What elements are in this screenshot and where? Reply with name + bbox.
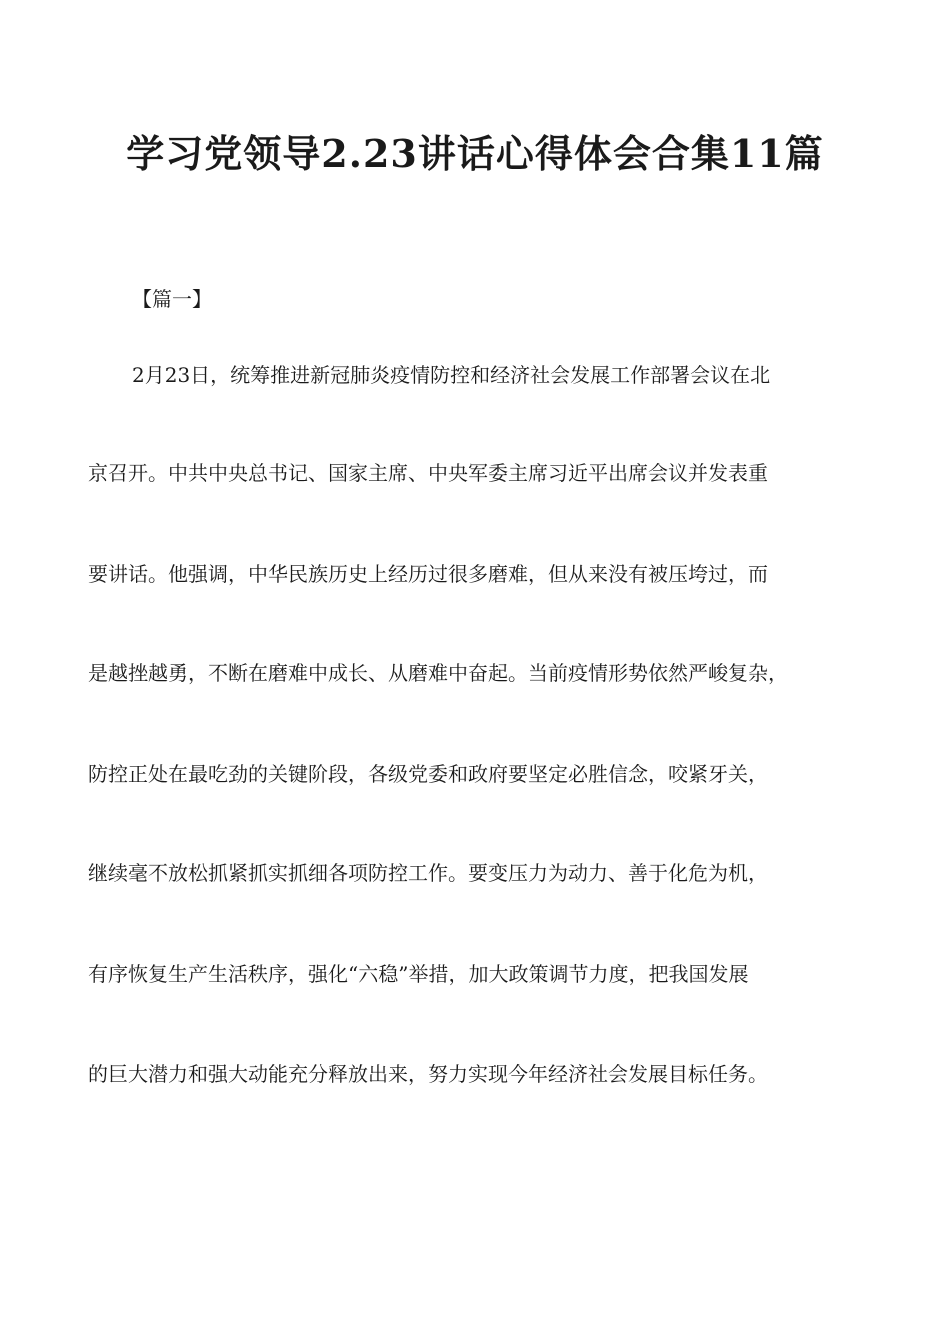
section-heading: 【篇一】 [132,287,212,311]
paragraph-line: 要讲话。他强调，中华民族历史上经历过很多磨难，但从来没有被压垮过，而 [88,562,768,586]
paragraph-line: 2月23日，统筹推进新冠肺炎疫情防控和经济社会发展工作部署会议在北 [132,363,771,387]
paragraph-line: 是越挫越勇，不断在磨难中成长、从磨难中奋起。当前疫情形势依然严峻复杂， [88,661,788,685]
document-title: 学习党领导2.23讲话心得体会合集11篇 [126,131,824,176]
paragraph-line: 的巨大潜力和强大动能充分释放出来，努力实现今年经济社会发展目标任务。 [88,1062,768,1086]
paragraph-line: 继续毫不放松抓紧抓实抓细各项防控工作。要变压力为动力、善于化危为机， [88,861,768,885]
paragraph-line: 京召开。中共中央总书记、国家主席、中央军委主席习近平出席会议并发表重 [88,461,768,485]
paragraph-line: 有序恢复生产生活秩序，强化“六稳”举措，加大政策调节力度，把我国发展 [88,962,749,986]
paragraph-line: 防控正处在最吃劲的关键阶段，各级党委和政府要坚定必胜信念，咬紧牙关， [88,762,768,786]
